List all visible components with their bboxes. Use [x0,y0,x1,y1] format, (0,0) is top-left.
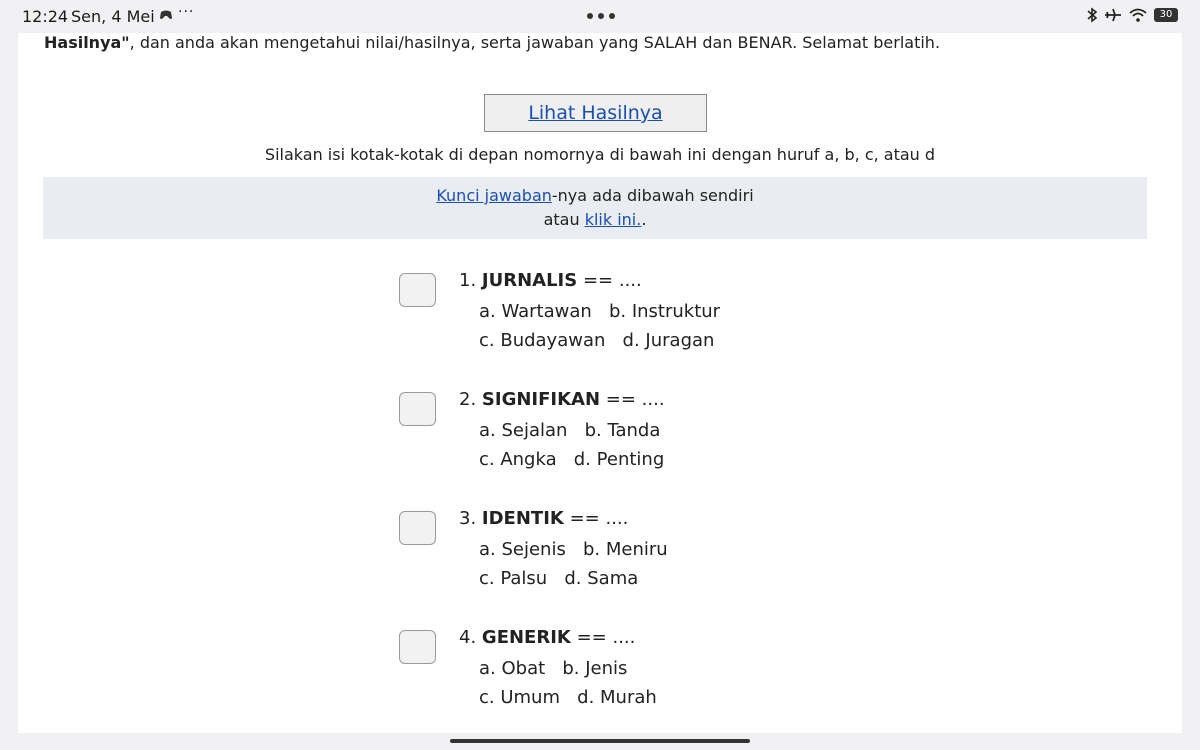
question-number: 2. [459,389,477,410]
question-number: 4. [459,627,477,648]
question-eq: == .... [577,270,642,291]
web-page [18,33,1182,733]
answer-input-1[interactable] [399,273,436,307]
bluetooth-icon [1086,7,1098,23]
answer-key-link[interactable]: Kunci jawaban [436,186,552,205]
home-indicator[interactable] [450,739,750,743]
question-title [459,389,665,410]
gamepad-icon [159,9,173,21]
view-results-link[interactable]: Lihat Hasilnya [528,102,663,124]
question-title [459,627,635,648]
question-title [459,270,642,291]
question-number: 1. [459,270,477,291]
instruction-text: Silakan isi kotak-kotak di depan nomornya di bawah ini dengan huruf a, b, c, atau d [264,145,936,164]
question-eq: == .... [563,508,629,529]
airplane-mode-icon [1104,7,1122,23]
wifi-icon [1128,7,1148,23]
question-word: IDENTIK [481,508,564,529]
question-word: GENERIK [481,627,571,648]
question-3 [399,503,799,603]
options-row-2: c. Budayawan d. Juragan [479,330,715,351]
answer-key-text: -nya ada dibawah sendiri [551,186,754,205]
question-1 [399,265,799,365]
view-results-button[interactable] [484,94,707,132]
intro-text [44,33,940,53]
options-row-1: a. Obat b. Jenis [479,658,628,679]
question-number: 3. [459,508,477,529]
options-row-2: c. Palsu d. Sama [479,568,639,589]
options-row-1: a. Sejalan b. Tanda [479,420,661,441]
answer-key-or: atau [543,210,585,229]
more-notifications-icon: ··· [178,4,195,20]
multitask-dots-icon[interactable] [587,13,615,19]
answer-key-box [43,177,1147,239]
answer-key-period: . [641,210,647,229]
options-row-1: a. Sejenis b. Meniru [479,539,668,560]
question-word: SIGNIFIKAN [481,389,601,410]
question-word: JURNALIS [481,270,578,291]
answer-input-2[interactable] [399,392,436,426]
answer-input-4[interactable] [399,630,436,664]
status-icons [1086,7,1178,23]
question-eq: == .... [570,627,636,648]
options-row-2: c. Angka d. Penting [479,449,665,470]
status-time: 12:24 [22,7,69,26]
answer-input-3[interactable] [399,511,436,545]
question-2 [399,384,799,484]
question-eq: == .... [600,389,665,410]
status-bar [0,0,1200,33]
intro-bold: Hasilnya" [44,33,130,52]
intro-body: , dan anda akan mengetahui nilai/hasilnya, serta jawaban yang SALAH dan BENAR. Selamat berlatih. [129,33,941,52]
options-row-2: c. Umum d. Murah [479,687,657,708]
question-title [459,508,628,529]
question-4 [399,622,799,722]
status-date: Sen, 4 Mei [71,7,155,26]
options-row-1: a. Wartawan b. Instruktur [479,301,721,322]
click-here-link[interactable]: klik ini. [584,210,642,229]
battery-icon: 30 [1154,8,1178,22]
